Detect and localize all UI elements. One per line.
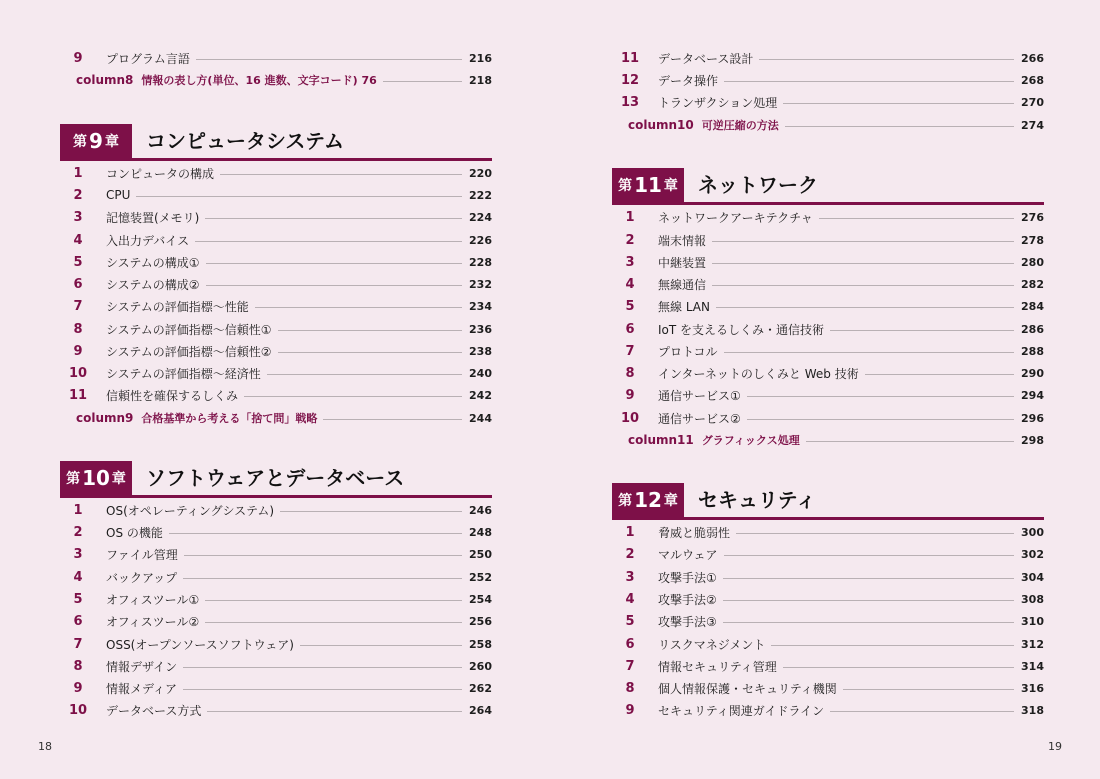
entry-title: 無線通信 — [658, 277, 707, 292]
entry-number: 1 — [625, 524, 635, 540]
entry-page: 228 — [469, 255, 492, 269]
entry-number: 3 — [73, 546, 83, 562]
entry-number: 1 — [625, 209, 635, 225]
toc-entry[interactable] — [60, 363, 492, 383]
entry-title: データベース方式 — [106, 703, 202, 718]
dot-leader — [136, 196, 462, 197]
toc-entry[interactable] — [612, 296, 1044, 316]
dot-leader — [278, 352, 462, 353]
entry-number: 10 — [68, 702, 88, 718]
dot-leader — [785, 126, 1014, 127]
toc-entry[interactable] — [612, 341, 1044, 361]
toc-column-entry[interactable] — [612, 115, 1044, 135]
entry-title: 情報メディア — [106, 681, 178, 696]
toc-entry[interactable] — [60, 567, 492, 587]
dot-leader — [220, 174, 462, 175]
entry-page: 286 — [1021, 322, 1044, 336]
entry-number: 7 — [73, 298, 83, 314]
entry-page: 266 — [1021, 51, 1044, 65]
entry-page: 294 — [1021, 388, 1044, 402]
toc-entry[interactable] — [612, 408, 1044, 428]
entry-title: 信頼性を確保するしくみ — [106, 388, 239, 403]
toc-entry[interactable] — [612, 92, 1044, 112]
entry-number: 5 — [73, 591, 83, 607]
dot-leader — [723, 600, 1014, 601]
dot-leader — [723, 622, 1014, 623]
toc-column-entry[interactable] — [60, 70, 492, 90]
toc-entry[interactable] — [60, 230, 492, 250]
entry-title: 中継装置 — [658, 255, 707, 270]
dot-leader — [724, 555, 1014, 556]
entry-page: 300 — [1021, 525, 1044, 539]
chapter-header — [60, 461, 492, 498]
toc-entry[interactable] — [612, 634, 1044, 654]
toc-entry[interactable] — [612, 567, 1044, 587]
dot-leader — [183, 689, 462, 690]
column-number: column10 — [628, 118, 694, 132]
toc-column-entry[interactable] — [612, 430, 1044, 450]
toc-entry[interactable] — [612, 589, 1044, 609]
chapter-badge — [612, 168, 684, 202]
entry-title: セキュリティ関連ガイドライン — [658, 703, 825, 718]
entry-page: 222 — [469, 188, 492, 202]
toc-entry[interactable] — [60, 207, 492, 227]
column-title: 可逆圧縮の方法 — [701, 119, 779, 132]
entry-page: 316 — [1021, 681, 1044, 695]
dot-leader — [278, 330, 462, 331]
entry-page: 318 — [1021, 703, 1044, 717]
chapter-label-pre: 第 — [618, 493, 633, 509]
entry-title: システムの評価指標～信頼性① — [106, 322, 272, 337]
entry-page: 224 — [469, 210, 492, 224]
entry-page: 238 — [469, 344, 492, 358]
entry-page: 276 — [1021, 210, 1044, 224]
entry-title: ファイル管理 — [106, 547, 178, 562]
entry-title: OSS(オープンソースソフトウェア) — [106, 637, 294, 652]
toc-entry[interactable] — [60, 500, 492, 520]
toc-entry[interactable] — [612, 274, 1044, 294]
entry-number: 4 — [625, 276, 635, 292]
entry-title: ネットワークアーキテクチャ — [658, 210, 813, 225]
entry-page: 314 — [1021, 659, 1044, 673]
entry-page: 242 — [469, 388, 492, 402]
entry-number: 3 — [625, 569, 635, 585]
entry-page: 274 — [1021, 118, 1044, 132]
entry-title: システムの構成① — [106, 255, 200, 270]
entry-number: 10 — [68, 365, 88, 381]
entry-page: 248 — [469, 525, 492, 539]
entry-title: オフィスツール② — [106, 614, 200, 629]
entry-title: オフィスツール① — [106, 592, 200, 607]
toc-entry[interactable] — [612, 48, 1044, 68]
entry-title: 脅威と脆弱性 — [658, 525, 731, 540]
dot-leader — [759, 59, 1014, 60]
entry-page: 244 — [469, 411, 492, 425]
entry-number: 9 — [625, 702, 635, 718]
entry-page: 288 — [1021, 344, 1044, 358]
entry-number: 3 — [73, 209, 83, 225]
toc-entry[interactable] — [60, 296, 492, 316]
dot-leader — [184, 555, 462, 556]
entry-number: 6 — [73, 276, 83, 292]
toc-entry[interactable] — [612, 656, 1044, 676]
entry-title: システムの構成② — [106, 277, 200, 292]
dot-leader — [206, 285, 462, 286]
dot-leader — [300, 645, 462, 646]
dot-leader — [712, 241, 1014, 242]
entry-title: 端末情報 — [658, 233, 707, 248]
entry-number: 5 — [625, 613, 635, 629]
entry-title: 通信サービス① — [658, 388, 741, 403]
toc-entry[interactable] — [60, 656, 492, 676]
dot-leader — [205, 622, 462, 623]
entry-page: 284 — [1021, 299, 1044, 313]
entry-title: 無線 LAN — [658, 299, 710, 314]
entry-number: 8 — [73, 321, 83, 337]
entry-page: 218 — [469, 73, 492, 87]
column-title: 情報の表し方(単位、16 進数、文字コード) 76 — [141, 74, 377, 87]
chapter-label-pre: 第 — [618, 178, 633, 194]
dot-leader — [183, 667, 462, 668]
entry-page: 220 — [469, 166, 492, 180]
entry-number: 9 — [73, 50, 83, 66]
chapter-header — [612, 483, 1044, 520]
dot-leader — [323, 419, 462, 420]
entry-number: 9 — [625, 387, 635, 403]
entry-title: 通信サービス② — [658, 411, 741, 426]
entry-title: 個人情報保護・セキュリティ機関 — [658, 681, 837, 696]
entry-page: 296 — [1021, 411, 1044, 425]
entry-page: 236 — [469, 322, 492, 336]
chapter-label-post: 章 — [663, 178, 678, 194]
chapter-badge — [60, 124, 132, 158]
entry-number: 1 — [73, 165, 83, 181]
toc-entry[interactable] — [612, 611, 1044, 631]
dot-leader — [830, 330, 1014, 331]
entry-number: 8 — [73, 658, 83, 674]
toc-entry[interactable] — [612, 207, 1044, 227]
toc-entry[interactable] — [60, 611, 492, 631]
chapter-title: ソフトウェアとデータベース — [146, 466, 405, 490]
entry-page: 240 — [469, 366, 492, 380]
column-title: 合格基準から考える「捨て問」戦略 — [141, 412, 318, 425]
entry-number: 6 — [625, 321, 635, 337]
entry-title: システムの評価指標～経済性 — [106, 366, 261, 381]
entry-number: 1 — [73, 502, 83, 518]
entry-title: 情報デザイン — [106, 659, 178, 674]
page-number-right: 19 — [1048, 740, 1062, 753]
entry-page: 246 — [469, 503, 492, 517]
entry-number: 4 — [73, 569, 83, 585]
entry-page: 252 — [469, 570, 492, 584]
dot-leader — [207, 711, 462, 712]
column-title: グラフィックス処理 — [701, 434, 800, 447]
entry-title: コンピュータの構成 — [106, 166, 215, 181]
entry-page: 250 — [469, 547, 492, 561]
dot-leader — [724, 81, 1014, 82]
entry-number: 7 — [625, 658, 635, 674]
entry-number: 6 — [73, 613, 83, 629]
entry-number: 2 — [73, 187, 83, 203]
dot-leader — [747, 419, 1014, 420]
entry-number: 9 — [73, 680, 83, 696]
chapter-header — [60, 124, 492, 161]
dot-leader — [771, 645, 1014, 646]
entry-number: 5 — [73, 254, 83, 270]
entry-page: 264 — [469, 703, 492, 717]
entry-page: 298 — [1021, 433, 1044, 447]
dot-leader — [205, 600, 462, 601]
chapter-label-post: 章 — [111, 471, 126, 487]
dot-leader — [195, 241, 462, 242]
entry-number: 8 — [625, 680, 635, 696]
entry-number: 11 — [620, 50, 640, 66]
entry-page: 258 — [469, 637, 492, 651]
column-number: column8 — [76, 73, 134, 87]
entry-page: 302 — [1021, 547, 1044, 561]
chapter-title: コンピュータシステム — [146, 129, 344, 153]
entry-page: 216 — [469, 51, 492, 65]
entry-page: 260 — [469, 659, 492, 673]
toc-entry[interactable] — [612, 678, 1044, 698]
toc-entry[interactable] — [60, 544, 492, 564]
entry-page: 310 — [1021, 614, 1044, 628]
entry-title: データ操作 — [658, 73, 719, 88]
dot-leader — [783, 667, 1014, 668]
entry-page: 290 — [1021, 366, 1044, 380]
chapter-number: 10 — [82, 466, 110, 490]
entry-page: 232 — [469, 277, 492, 291]
toc-entry[interactable] — [612, 230, 1044, 250]
dot-leader — [383, 81, 462, 82]
toc-entry[interactable] — [612, 70, 1044, 90]
entry-number: 10 — [620, 410, 640, 426]
entry-number: 4 — [73, 232, 83, 248]
entry-title: マルウェア — [658, 547, 718, 562]
entry-number: 2 — [625, 546, 635, 562]
toc-entry[interactable] — [612, 319, 1044, 339]
chapter-number: 9 — [89, 129, 103, 153]
entry-title: リスクマネジメント — [658, 637, 766, 652]
entry-title: 攻撃手法② — [658, 592, 717, 607]
entry-page: 282 — [1021, 277, 1044, 291]
entry-number: 11 — [68, 387, 88, 403]
entry-number: 2 — [73, 524, 83, 540]
dot-leader — [205, 218, 462, 219]
entry-title: OS(オペレーティングシステム) — [106, 503, 275, 518]
entry-title: 攻撃手法③ — [658, 614, 717, 629]
toc-entry[interactable] — [612, 252, 1044, 272]
entry-page: 304 — [1021, 570, 1044, 584]
entry-title: プログラム言語 — [106, 51, 190, 66]
dot-leader — [819, 218, 1014, 219]
entry-title: システムの評価指標～信頼性② — [106, 344, 272, 359]
entry-page: 254 — [469, 592, 492, 606]
dot-leader — [865, 374, 1014, 375]
dot-leader — [747, 396, 1014, 397]
toc-entry[interactable] — [60, 341, 492, 361]
entry-number: 8 — [625, 365, 635, 381]
dot-leader — [206, 263, 462, 264]
dot-leader — [244, 396, 462, 397]
dot-leader — [196, 59, 462, 60]
entry-title: システムの評価指標～性能 — [106, 299, 249, 314]
entry-title: 攻撃手法① — [658, 570, 717, 585]
toc-entry[interactable] — [612, 385, 1044, 405]
toc-entry[interactable] — [60, 274, 492, 294]
entry-page: 312 — [1021, 637, 1044, 651]
dot-leader — [843, 689, 1014, 690]
entry-title: バックアップ — [106, 570, 178, 585]
entry-page: 262 — [469, 681, 492, 695]
dot-leader — [169, 533, 462, 534]
entry-number: 6 — [625, 636, 635, 652]
dot-leader — [806, 441, 1014, 442]
toc-entry[interactable] — [612, 522, 1044, 542]
toc-entry[interactable] — [60, 700, 492, 720]
entry-page: 234 — [469, 299, 492, 313]
entry-title: OS の機能 — [106, 525, 163, 540]
toc-entry[interactable] — [60, 385, 492, 405]
dot-leader — [280, 511, 462, 512]
toc-entry[interactable] — [60, 185, 492, 205]
toc-entry[interactable] — [60, 634, 492, 654]
toc-entry[interactable] — [60, 589, 492, 609]
chapter-title: ネットワーク — [698, 173, 818, 197]
entry-title: プロトコル — [658, 344, 718, 359]
entry-number: 9 — [73, 343, 83, 359]
entry-number: 2 — [625, 232, 635, 248]
toc-entry[interactable] — [60, 522, 492, 542]
dot-leader — [267, 374, 462, 375]
column-number: column9 — [76, 411, 134, 425]
column-number: column11 — [628, 433, 694, 447]
dot-leader — [183, 578, 462, 579]
dot-leader — [716, 307, 1014, 308]
chapter-label-pre: 第 — [66, 471, 81, 487]
dot-leader — [724, 352, 1014, 353]
toc-entry[interactable] — [612, 544, 1044, 564]
entry-page: 280 — [1021, 255, 1044, 269]
entry-number: 3 — [625, 254, 635, 270]
entry-title: IoT を支えるしくみ・通信技術 — [658, 322, 825, 337]
entry-number: 7 — [625, 343, 635, 359]
chapter-title: セキュリティ — [698, 488, 816, 512]
entry-title: 情報セキュリティ管理 — [658, 659, 777, 674]
entry-number: 5 — [625, 298, 635, 314]
toc-entry[interactable] — [60, 48, 492, 68]
entry-page: 268 — [1021, 73, 1044, 87]
chapter-label-pre: 第 — [73, 134, 88, 150]
entry-page: 270 — [1021, 95, 1044, 109]
toc-column-entry[interactable] — [60, 408, 492, 428]
entry-number: 4 — [625, 591, 635, 607]
toc-entry[interactable] — [60, 678, 492, 698]
chapter-badge — [60, 461, 132, 495]
page-number-left: 18 — [38, 740, 52, 753]
entry-title: トランザクション処理 — [658, 95, 778, 110]
toc-entry[interactable] — [60, 252, 492, 272]
dot-leader — [723, 578, 1014, 579]
entry-page: 256 — [469, 614, 492, 628]
toc-entry[interactable] — [612, 700, 1044, 720]
dot-leader — [712, 285, 1014, 286]
entry-title: 入出力デバイス — [106, 233, 190, 248]
dot-leader — [255, 307, 462, 308]
entry-title: 記憶装置(メモリ) — [106, 210, 200, 225]
toc-entry[interactable] — [60, 319, 492, 339]
chapter-badge — [612, 483, 684, 517]
entry-page: 278 — [1021, 233, 1044, 247]
entry-title: データベース設計 — [658, 51, 754, 66]
entry-number: 12 — [620, 72, 640, 88]
entry-title: インターネットのしくみと Web 技術 — [658, 366, 859, 381]
dot-leader — [736, 533, 1014, 534]
entry-number: 7 — [73, 636, 83, 652]
dot-leader — [712, 263, 1014, 264]
entry-title: CPU — [106, 188, 131, 202]
entry-number: 13 — [620, 94, 640, 110]
toc-entry[interactable] — [60, 163, 492, 183]
entry-page: 308 — [1021, 592, 1044, 606]
dot-leader — [830, 711, 1014, 712]
chapter-label-post: 章 — [104, 134, 119, 150]
chapter-label-post: 章 — [663, 493, 678, 509]
dot-leader — [783, 103, 1014, 104]
toc-entry[interactable] — [612, 363, 1044, 383]
chapter-number: 12 — [634, 488, 662, 512]
entry-page: 226 — [469, 233, 492, 247]
chapter-header — [612, 168, 1044, 205]
chapter-number: 11 — [634, 173, 662, 197]
